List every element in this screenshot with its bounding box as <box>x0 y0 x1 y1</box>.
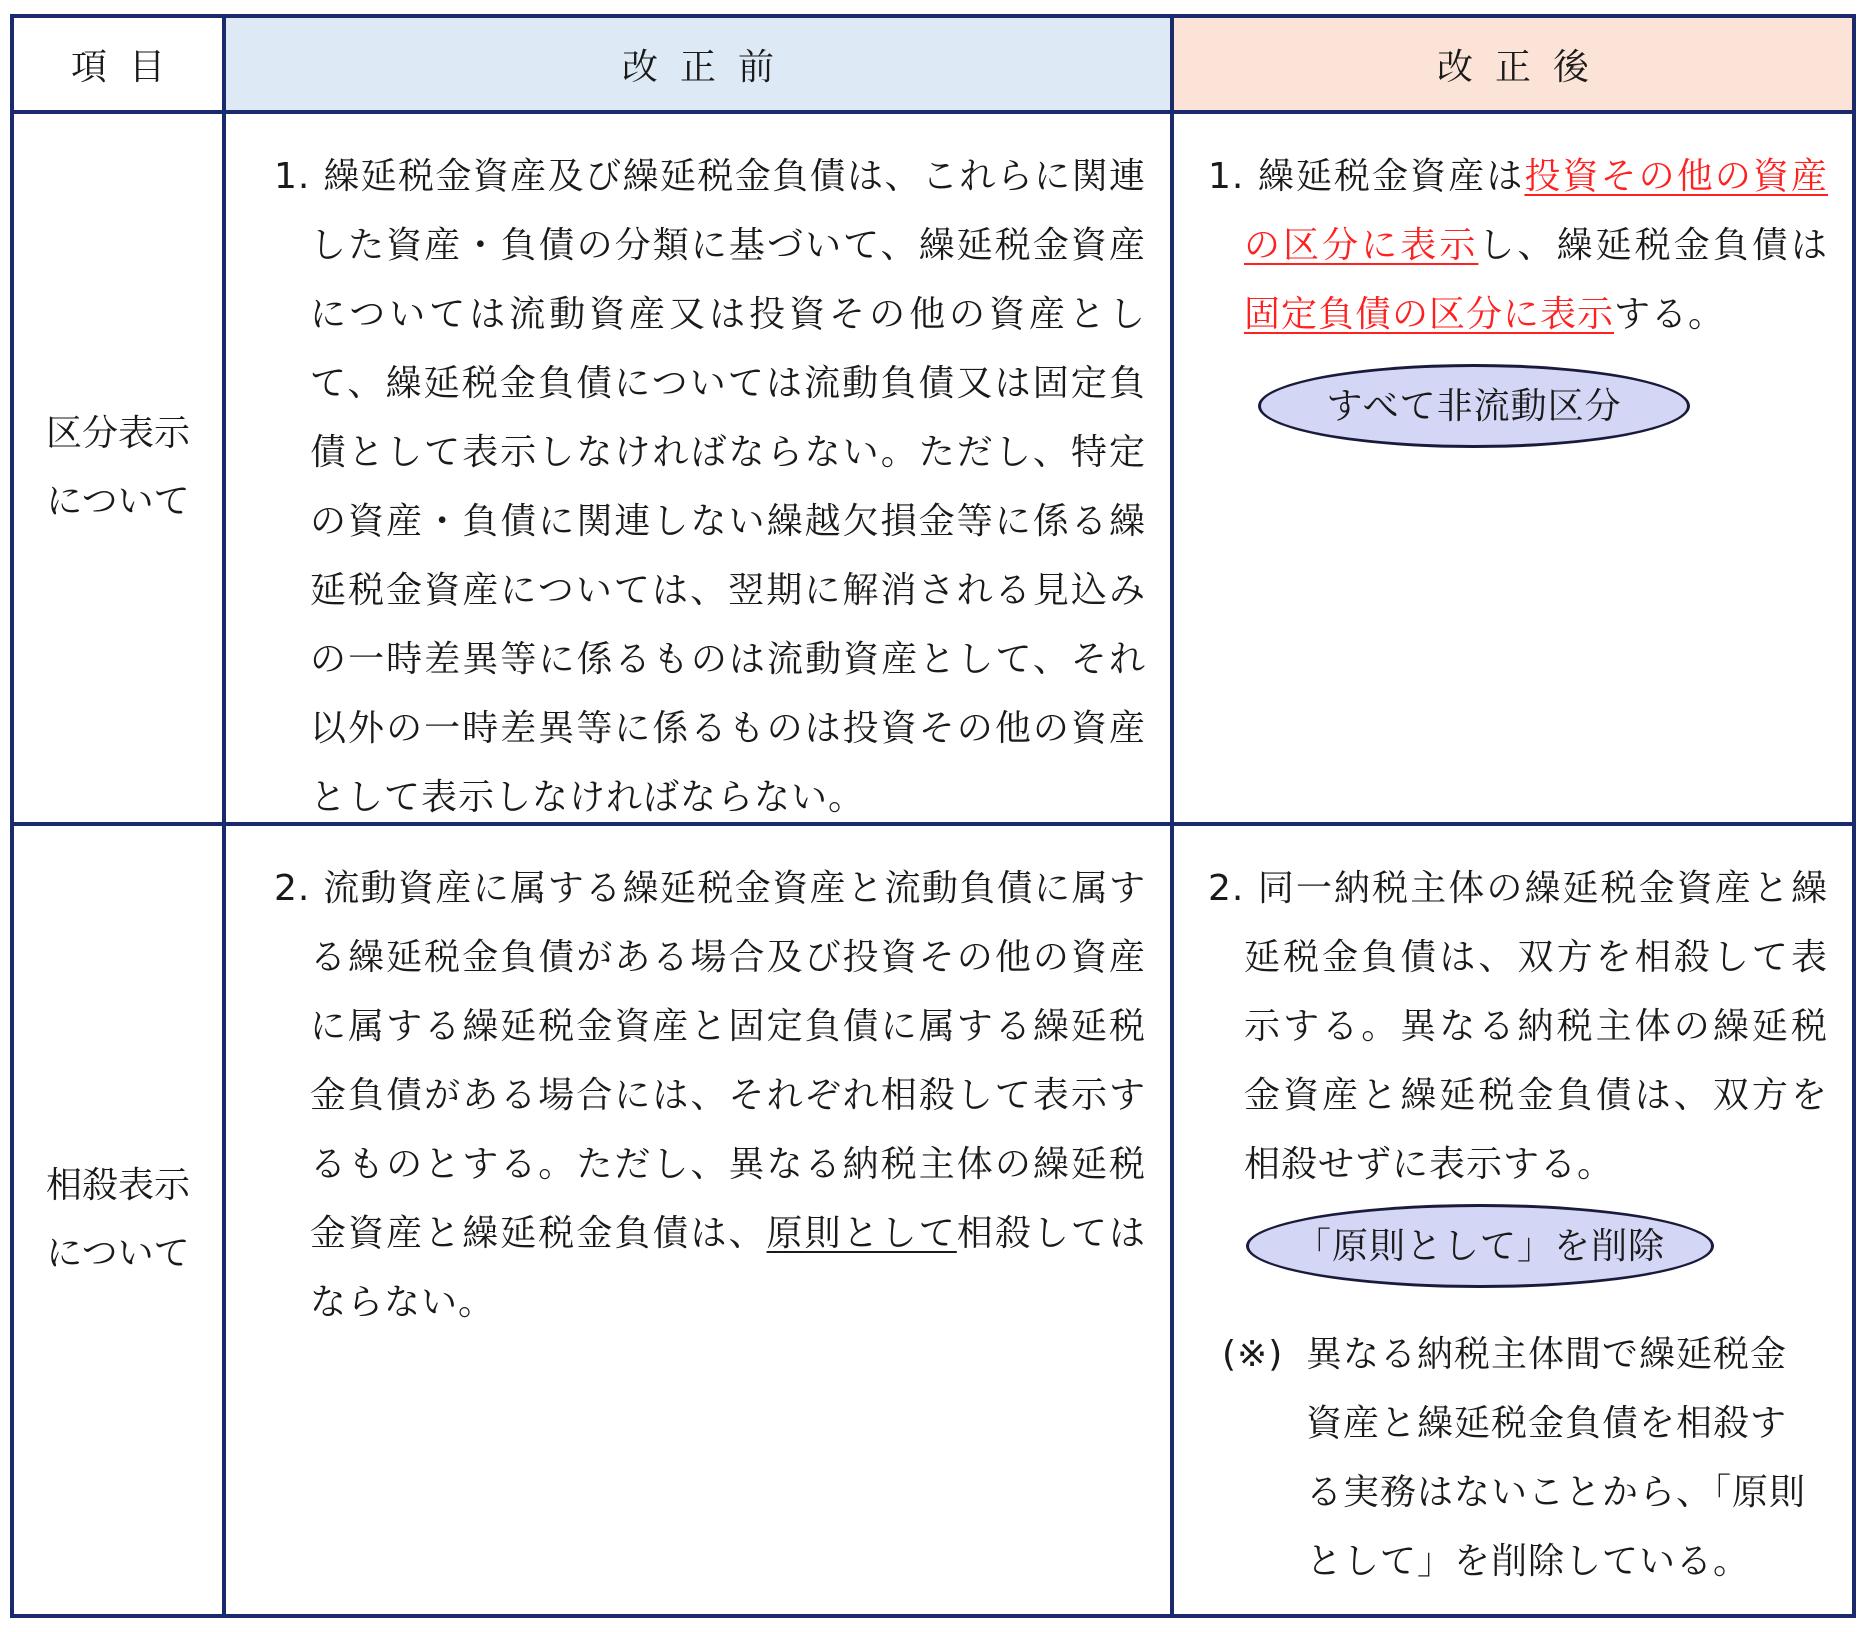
header-item-label: 項目 <box>70 46 187 88</box>
footnote-text: 異なる納税主体間で繰延税金資産と繰延税金負債を相殺する実務はないことから、「原則として」を削除している。 <box>1306 1334 1807 1582</box>
summary-ellipse-label: 「原則として」を削除 <box>1294 1225 1665 1267</box>
before-text-part: 2. 流動資産に属する繰延税金資産と流動負債に属する繰延税金負債がある場合及び投資その他の資産に属する繰延税金資産と固定負債に属する繰延税金負債がある場合には、それぞれ相殺して表示するものとする。ただし、異なる納税主体の繰延税金資産と繰延税金負債は、 <box>274 868 1146 1254</box>
after-classification-text <box>1208 142 1828 349</box>
header-after-label: 改正後 <box>1436 46 1611 88</box>
header-after <box>1174 18 1852 114</box>
before-classification-text: 1. 繰延税金資産及び繰延税金負債は、これらに関連した資産・負債の分類に基づいて、繰延税金資産については流動資産又は投資その他の資産として、繰延税金負債については流動負債又は固定負債として表示しなければならない。ただし、特定の資産・負債に関連しない繰越欠損金等に係る繰延税金資産については、翌期に解消される見込みの一時差異等に係るものは流動資産として、それ以外の一時差異等に係るものは投資その他の資産として表示しなければならない。 <box>274 156 1146 818</box>
header-before <box>226 18 1174 114</box>
after-text-part: 1. 繰延税金資産は <box>1208 156 1525 197</box>
header-item <box>14 18 226 114</box>
footnote-mark: (※) <box>1222 1334 1284 1375</box>
after-text-part: し、繰延税金負債は <box>1478 225 1828 266</box>
row-label-line2: について <box>46 1233 190 1274</box>
summary-ellipse <box>1258 364 1690 448</box>
row-label-line1: 相殺表示 <box>45 1165 190 1206</box>
amended-phrase: 固定負債の区分に表示 <box>1244 294 1615 335</box>
footnote <box>1222 1320 1816 1596</box>
before-text-part: 相殺してはならない。 <box>310 1213 1146 1323</box>
summary-ellipse-label: すべて非流動区分 <box>1326 385 1622 427</box>
row-label-line2: について <box>46 481 190 522</box>
after-offset <box>1174 826 1852 1614</box>
after-offset-text: 2. 同一納税主体の繰延税金資産と繰延税金負債は、双方を相殺して表示する。異なる納税主体の繰延税金資産と繰延税金負債は、双方を相殺せずに表示する。 <box>1208 868 1828 1185</box>
summary-ellipse <box>1246 1204 1714 1288</box>
row-label-line1: 区分表示 <box>45 413 190 454</box>
row-label-offset <box>14 826 226 1614</box>
underlined-phrase: 原則として <box>766 1213 957 1254</box>
before-classification <box>226 114 1174 826</box>
after-text-part: する。 <box>1614 294 1726 335</box>
header-before-label: 改正前 <box>621 46 796 88</box>
row-label-classification <box>14 114 226 826</box>
comparison-table <box>10 14 1856 1618</box>
after-classification <box>1174 114 1852 826</box>
before-offset <box>226 826 1174 1614</box>
before-offset-text <box>274 854 1146 1337</box>
amended-phrase: 投資その他の資産の区分に表示 <box>1244 156 1828 266</box>
